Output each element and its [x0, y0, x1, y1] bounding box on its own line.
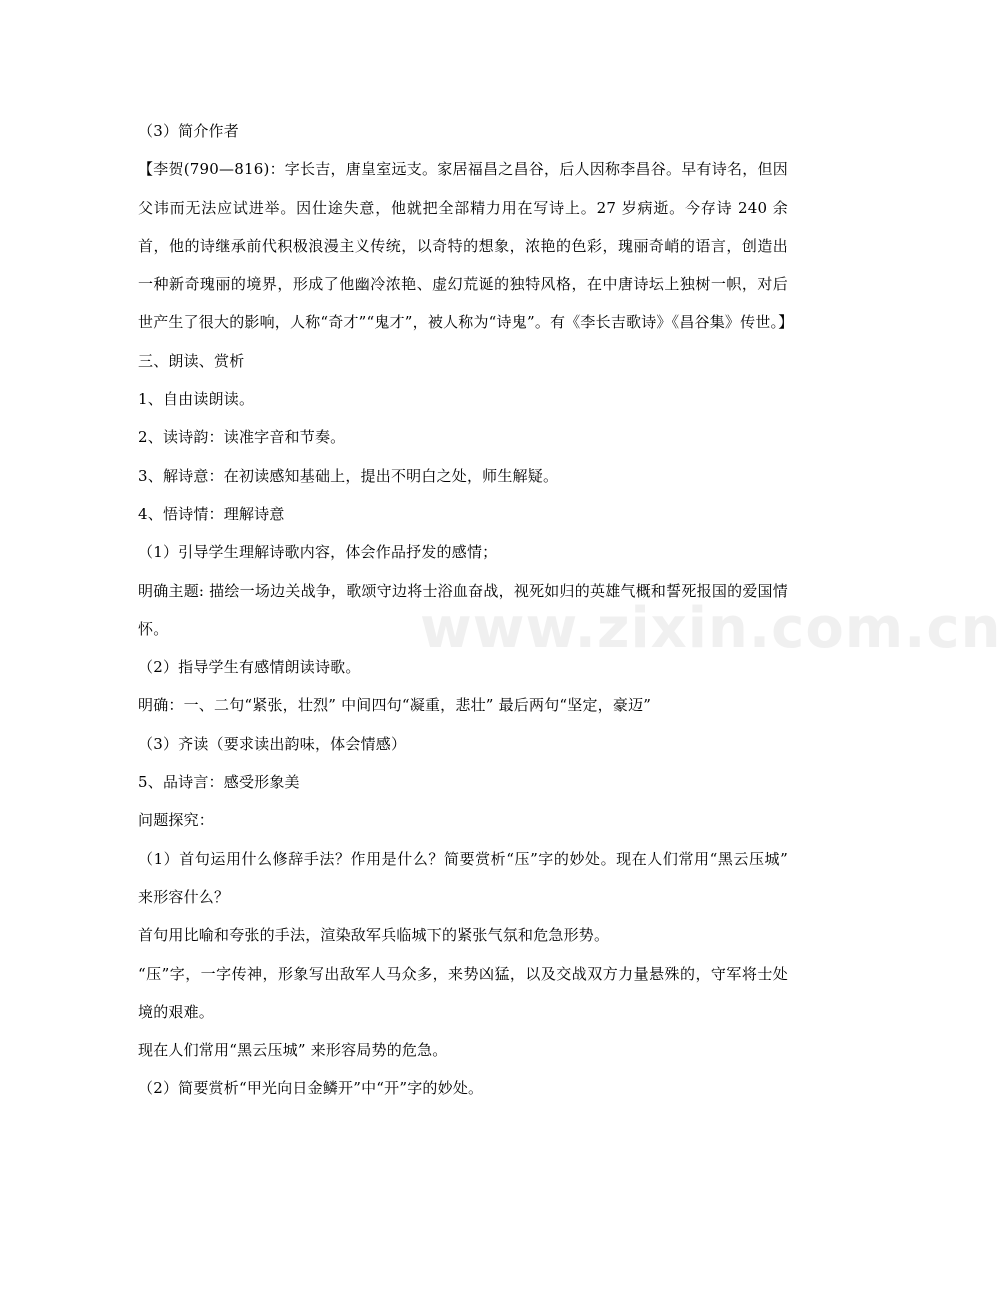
answer-1-a: 首句用比喻和夸张的手法，渲染敌军兵临城下的紧张气氛和危急形势。 [138, 926, 610, 945]
step-language: 5、品诗言：感受形象美 [138, 773, 300, 792]
document-body [138, 112, 794, 1108]
question-1: （1）首句运用什么修辞手法？作用是什么？简要赏析“压”字的妙处。现在人们常用“黑云压城” 来形容什么？ [138, 849, 788, 906]
answer-1-b: “压”字，一字传神，形象写出敌军人马众多，来势凶猛，以及交战双方力量悬殊的，守军将士处境的艰难。 [138, 964, 788, 1021]
author-bio-paragraph: 【李贺(790—816)：字长吉，唐皇室远支。家居福昌之昌谷，后人因称李昌谷。早有诗名，但因父讳而无法应试进举。因仕途失意，他就把全部精力用在写诗上。27 岁病逝。今存诗 240 余首，他的诗继承前代积极浪漫主义传统，以奇特的想象，浓艳的色彩，瑰丽奇峭的语言，创造出一种新奇瑰丽的境界，形成了他幽冷浓艳、虚幻荒诞的独特风格，在中唐诗坛上独树一帜，对后世产生了很大的影响，人称“奇才”“鬼才”，被人称为“诗鬼”。有《李长吉歌诗》《昌谷集》传世。】 [138, 160, 794, 332]
heading-author-intro: （3）简介作者 [138, 122, 239, 140]
watermark: www.zixin.com.cn [420, 596, 1002, 661]
section-heading-reading: 三、朗读、赏析 [138, 351, 245, 370]
question-2: （2）简要赏析“甲光向日金鳞开”中“开”字的妙处。 [138, 1079, 484, 1098]
sub-step-guide-understanding: （1）引导学生理解诗歌内容，体会作品抒发的感情； [138, 543, 498, 562]
answer-1-c: 现在人们常用“黑云压城” 来形容局势的危急。 [138, 1041, 448, 1060]
question-heading: 问题探究： [138, 811, 215, 830]
sub-step-chorus-reading: （3）齐读（要求读出韵味，体会情感） [138, 734, 407, 753]
theme-paragraph: 明确主题: 描绘一场边关战争，歌颂守边将士浴血奋战，视死如归的英雄气概和誓死报国的爱国情怀。 [138, 581, 788, 638]
sub-step-emotional-reading: （2）指导学生有感情朗读诗歌。 [138, 658, 361, 677]
step-feeling: 4、悟诗情：理解诗意 [138, 504, 285, 523]
step-meaning: 3、解诗意：在初读感知基础上，提出不明白之处，师生解疑。 [138, 466, 559, 485]
step-free-reading: 1、自由读朗读。 [138, 390, 255, 409]
reading-tone-line: 明确：一、二句“紧张，壮烈” 中间四句“凝重，悲壮” 最后两句“坚定，豪迈” [138, 696, 652, 715]
step-rhyme: 2、读诗韵：读准字音和节奏。 [138, 428, 346, 447]
